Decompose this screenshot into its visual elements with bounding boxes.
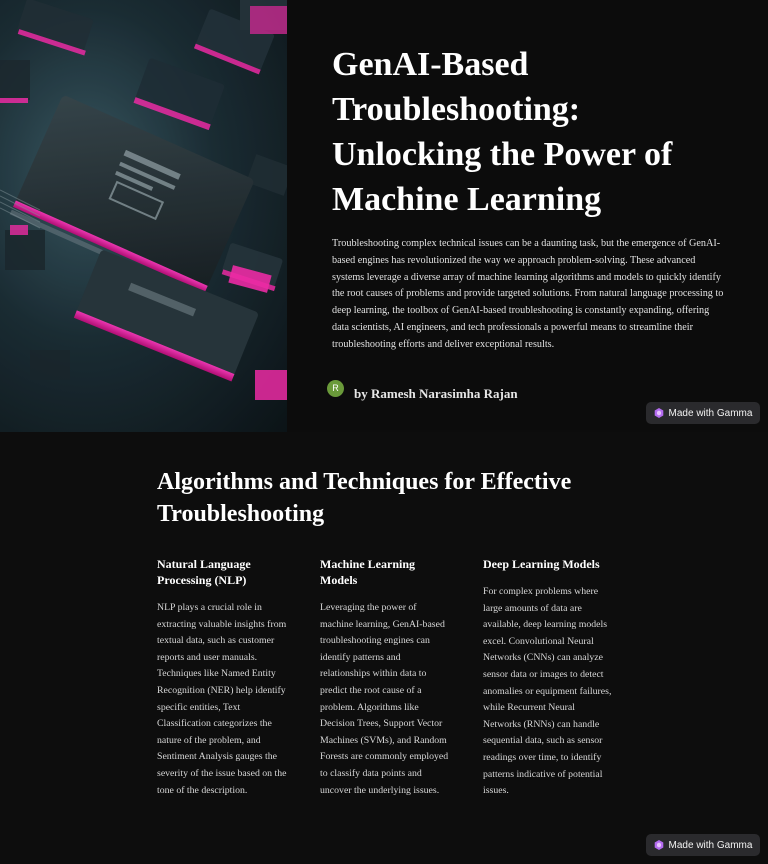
column-body: For complex problems where large amounts of data are available, deep learning models excel. Convolutional Neural Networks (CNNs) can analyze sensor data or images to detect anomalies or equipment failures, while Recurrent Neural Networks (RNNs) can handle sequential data, such as sensor readings over time, to identify patterns indicative of potential issues. xyxy=(483,586,612,797)
gamma-icon xyxy=(654,408,664,418)
column-heading: Machine Learning Models xyxy=(320,557,415,587)
author-name: by Ramesh Narasimha Rajan xyxy=(354,386,518,401)
made-with-gamma-button[interactable] xyxy=(646,834,760,856)
circuit-board-illustration xyxy=(0,0,287,432)
column-heading: Deep Learning Models xyxy=(483,557,600,571)
avatar: R xyxy=(327,380,344,397)
made-with-gamma-label: Made with Gamma xyxy=(668,407,753,419)
made-with-gamma-label: Made with Gamma xyxy=(668,839,753,851)
nlp-column xyxy=(157,556,287,799)
made-with-gamma-button[interactable] xyxy=(646,402,760,424)
author-byline xyxy=(327,376,518,400)
slide-title: GenAI-Based Troubleshooting: Unlocking the Power of Machine Learning xyxy=(332,46,673,218)
column-heading: Natural Language Processing (NLP) xyxy=(157,557,251,587)
column-body: NLP plays a crucial role in extracting valuable insights from textual data, such as customer reports and user manuals. Techniques like Named Entity Recognition (NER) help identify specific entities, Text Classification categorizes the nature of the problem, and Sentiment Analysis gauges the severity of the issue based on the tone of the description. xyxy=(157,602,287,796)
dl-column xyxy=(483,556,613,800)
algorithms-slide xyxy=(0,432,768,864)
gamma-icon xyxy=(654,840,664,850)
ml-column xyxy=(320,556,450,799)
section-title: Algorithms and Techniques for Effective Troubleshooting xyxy=(157,469,572,527)
intro-paragraph: Troubleshooting complex technical issues can be a daunting task, but the emergence of GenAI-based engines has revolutionized the way we approach problem-solving. These advanced systems leverage a diverse array of machine learning algorithms and models to quickly identify the root causes of problems and provide targeted solutions. From natural language processing to deep learning, the toolbox of GenAI-based troubleshooting is constantly expanding, offering data scientists, AI engineers, and tech professionals a powerful means to streamline their troubleshooting efforts and deliver exceptional results. xyxy=(332,238,724,350)
column-body: Leveraging the power of machine learning, GenAI-based troubleshooting engines can identify patterns and relationships within data to predict the root cause of a problem. Algorithms like Decision Trees, Support Vector Machines (SVMs), and Random Forests are commonly employed to classify data points and uncover the underlying issues. xyxy=(320,602,449,796)
circuit-board-image xyxy=(0,0,287,432)
